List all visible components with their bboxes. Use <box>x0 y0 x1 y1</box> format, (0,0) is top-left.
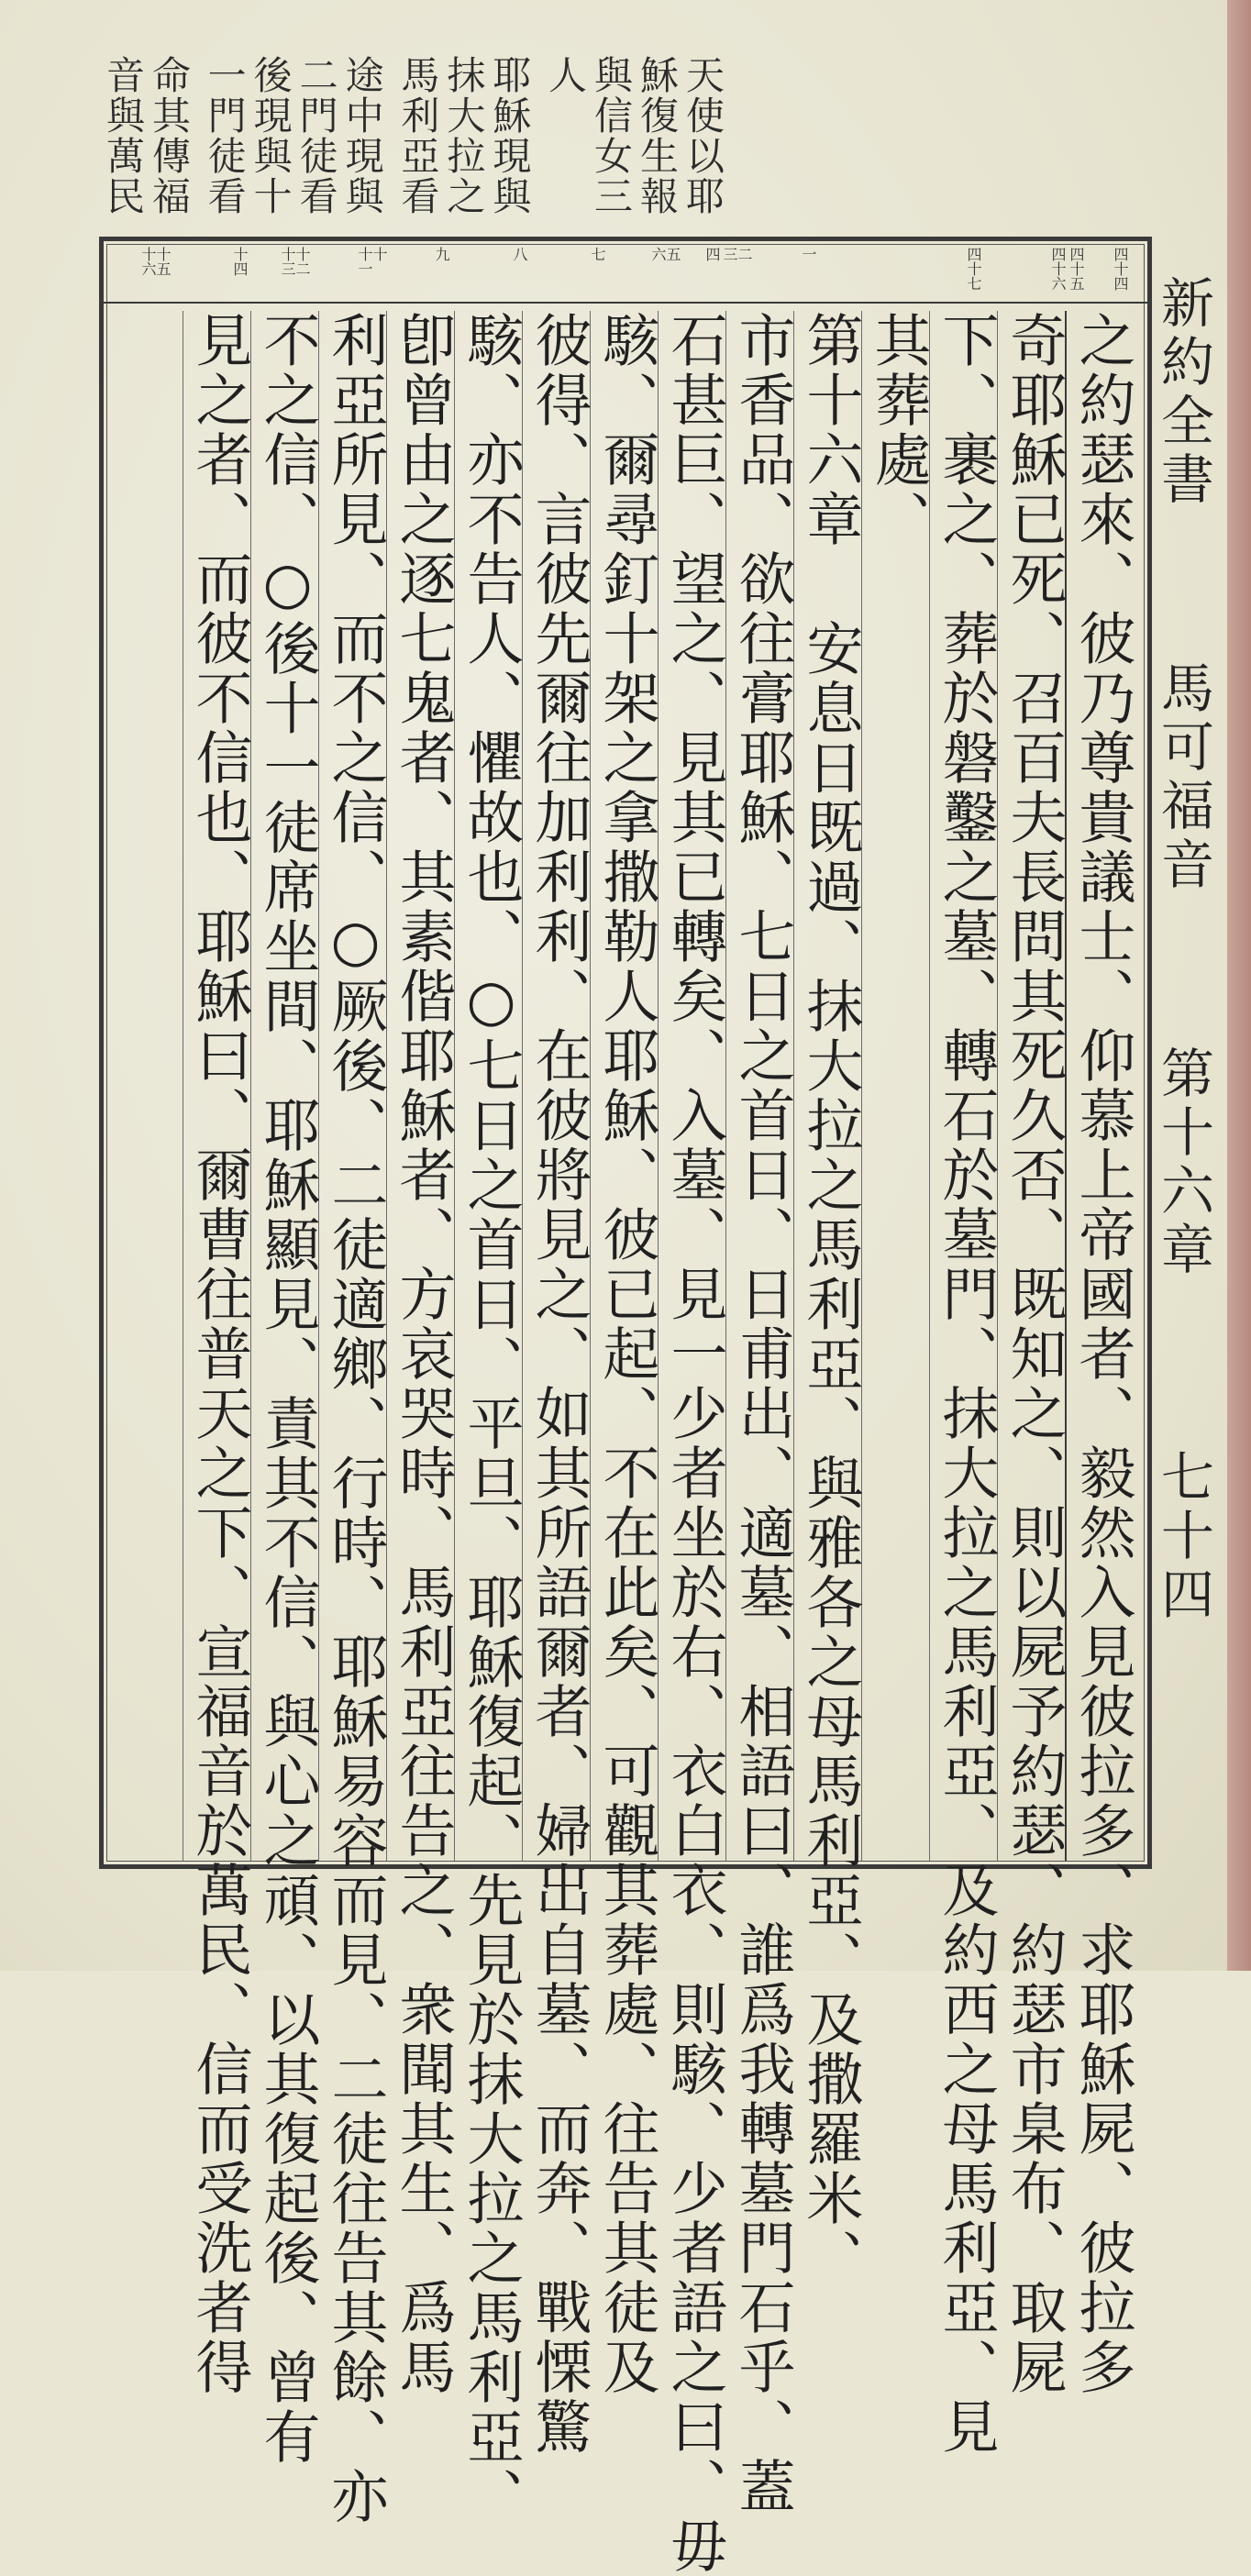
key-column: 馬利亞看 <box>395 55 441 216</box>
verse-ref: 一 <box>800 247 817 261</box>
chapter-heading-column: 第十六章 安息日既過、抹大拉之馬利亞、與雅各之母馬利亞、及撒羅米、 <box>793 311 862 1861</box>
text-column: 彼得、言彼先爾往加利利、在彼將見之、如其所語爾者、婦出自墓、而奔、戰慄驚 <box>522 311 591 1861</box>
key-phrase-index <box>101 55 725 238</box>
key-column: 音與萬民 <box>101 55 146 216</box>
verse-ref: 十三 <box>279 247 296 276</box>
verse-ref: 十 <box>371 247 388 261</box>
text-column: 駭、爾尋釘十架之拿撒勒人耶穌、彼已起、不在此矣、可觀其葬處、往告其徒及 <box>590 311 659 1861</box>
text-column: 卽曾由之逐七鬼者、其素偕耶穌者、方哀哭時、馬利亞往告之、衆聞其生、爲馬 <box>386 311 455 1861</box>
key-group <box>543 55 725 238</box>
verse-ref: 五 <box>664 247 681 261</box>
text-column: 下、裹之、葬於磐鑿之墓、轉石於墓門、抹大拉之馬利亞、及約西之母馬利亞、見 <box>929 311 998 1861</box>
key-column: 抹大拉之 <box>441 55 487 216</box>
key-column: 與信女三 <box>588 55 634 216</box>
key-column: 後現與十 <box>248 55 293 216</box>
verse-ref: 十六 <box>139 247 157 276</box>
text-column: 市香品、欲往膏耶穌、七日之首日、日甫出、適墓、相語曰、誰爲我轉墓門石乎、蓋 <box>725 311 794 1861</box>
verse-ref: 四十五 <box>1068 247 1085 291</box>
verse-ref: 四 <box>703 247 721 261</box>
verse-ref: 七 <box>589 247 606 261</box>
text-column: 駭、亦不告人、懼故也、○七日之首日、平旦、耶穌復起、先見於抹大拉之馬利亞、 <box>454 311 523 1861</box>
key-column: 穌復生報 <box>634 55 680 216</box>
verse-ref: 六 <box>649 247 667 261</box>
verse-ref: 四十七 <box>965 247 982 291</box>
scripture-text <box>104 304 1147 2576</box>
book-title: 新約全書 <box>1152 275 1214 510</box>
text-column: 之約瑟來、彼乃尊貴議士、仰慕上帝國者、毅然入見彼拉多、求耶穌屍、彼拉多 <box>1065 311 1135 1861</box>
key-column: 天使以耶 <box>680 55 725 216</box>
text-column: 利亞所見、而不之信、○厥後、二徒適鄉、行時、耶穌易容而見、二徒往告其餘、亦 <box>318 311 387 1861</box>
verse-ref: 十二 <box>293 247 311 276</box>
verse-ref: 四十六 <box>1049 247 1067 291</box>
text-column: 石甚巨、望之、見其已轉矣、入墓、見一少者坐於右、衣白衣、則駭、少者語之曰、毋 <box>658 311 726 1861</box>
chapter-label: 第十六章 <box>1152 1045 1214 1280</box>
verse-ref: 三 <box>721 247 738 261</box>
key-column: 耶穌現與 <box>487 55 533 216</box>
verse-ref: 九 <box>433 247 450 261</box>
text-column: 見之者、而彼不信也、耶穌曰、爾曹往普天之下、宣福音於萬民、信而受洗者得 <box>183 311 251 1861</box>
key-column: 途中現與 <box>339 55 385 216</box>
key-group <box>395 55 531 238</box>
key-group <box>203 55 384 238</box>
gospel-title: 馬可福音 <box>1152 660 1214 895</box>
verse-ref: 十四 <box>231 247 249 276</box>
text-column: 其葬處、 <box>861 311 930 1861</box>
verse-ref: 二 <box>736 247 753 261</box>
text-column: 奇耶穌已死、召百夫長問其死久否、既知之、則以屍予約瑟、約瑟市臬布、取屍 <box>997 311 1066 1861</box>
key-column: 命其傳福 <box>147 55 192 216</box>
text-column: 不之信、○後十一徒席坐間、耶穌顯見、責其不信、與心之頑、以其復起後、曾有 <box>250 311 319 1861</box>
page-edge <box>1227 0 1251 1971</box>
text-frame <box>99 237 1152 2576</box>
verse-ref: 十一 <box>356 247 373 276</box>
key-column: 人 <box>542 55 588 95</box>
page-number: 七十四 <box>1152 1449 1214 1625</box>
verse-ref: 八 <box>511 247 528 261</box>
key-column: 一門徒看 <box>202 55 248 216</box>
key-group <box>101 55 191 238</box>
verse-ref: 四十四 <box>1112 247 1129 291</box>
running-header <box>1148 275 1222 1742</box>
verse-reference-row <box>104 241 1147 304</box>
key-column: 二門徒看 <box>293 55 339 216</box>
verse-ref: 十五 <box>154 247 172 276</box>
